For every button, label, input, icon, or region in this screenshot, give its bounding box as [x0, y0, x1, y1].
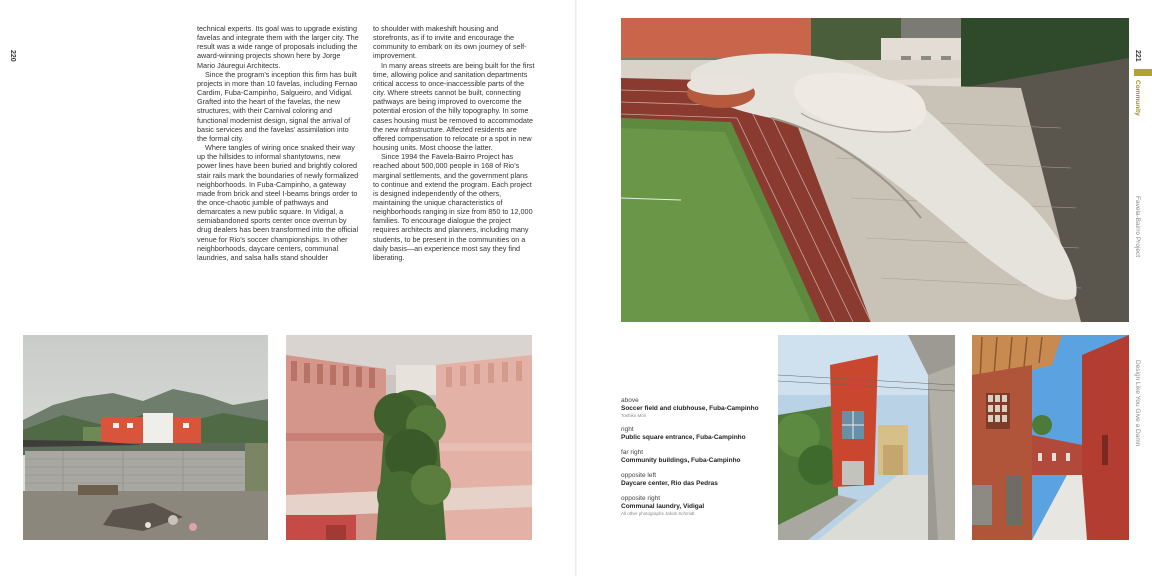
caption-daycare-center	[621, 472, 771, 488]
body-text-column-2	[373, 24, 535, 262]
caption-community-buildings	[621, 449, 771, 465]
caption-title: Community buildings, Fuba-Campinho	[621, 457, 741, 464]
caption-communal-laundry	[621, 495, 771, 517]
section-label: Community	[1134, 80, 1141, 116]
photo-daycare-center	[23, 335, 268, 540]
caption-position: opposite left	[621, 472, 657, 479]
paragraph: to shoulder with makeshift housing and storefronts, as if to invite and encourage the community to embark on its own journey of self-improvement.	[373, 24, 527, 61]
paragraph: Since 1994 the Favela-Bairro Project has reached about 500,000 people in 168 of Rio’s marginal settlements, and the government plans to continue and extend the program. Each project is designed independently of the others, maintaining the unique characteristics of neighborhoods ranging in size from 850 to 12,000 families. To encourage dialogue the project requires architects and planners, including many students, to be present in the communities on a daily basis—an experience most say they find liberating.	[373, 152, 533, 262]
photo-soccer-field-clubhouse	[621, 18, 1129, 322]
page-number-right: 221	[1134, 50, 1141, 62]
caption-title: Public square entrance, Fuba-Campinho	[621, 434, 746, 441]
photo-credit: Toshiko Mori	[621, 413, 647, 418]
photo-communal-laundry	[286, 335, 532, 540]
body-text-column-1	[197, 24, 359, 262]
paragraph: Where tangles of wiring once snaked their way up the hillsides to informal shantytowns, new power lines have been buried and brightly colored stair rails mark the boundaries of newly formalized neighborhoods. In Fuba-Campinho, a gateway made from brick and steel I-beams brings order to the once-chaotic jumble of pathways and demarcates a new public square. In Vidigal, a semiabandoned sports center once overrun by drug dealers has been transformed into the official venue for Rio’s soccer championships. In other neighborhoods, daycare centers, communal laundries, and salsa halls stand shoulder	[197, 143, 359, 262]
caption-title: Soccer field and clubhouse, Fuba-Campinho	[621, 405, 759, 412]
caption-public-square	[621, 426, 771, 442]
photo-public-square-entrance	[778, 335, 955, 540]
section-tab	[1134, 69, 1152, 76]
photo-community-buildings	[972, 335, 1129, 540]
paragraph: Since the program’s inception this firm has built projects in more than 10 favelas, including Fernao Cardim, Fuba-Campinho, Salgueiro, and Vidigal. Grafted into the heart of the favelas, the new structures, with their Carnival coloring and functional modernist design, signal the arrival of basic services and the favelas’ assimilation into the formal city.	[197, 69, 358, 143]
caption-position: right	[621, 426, 634, 433]
photo-captions	[621, 397, 771, 524]
caption-title: Communal laundry, Vidigal	[621, 503, 705, 510]
photo-credit: All other photographs Jakob Schmidt	[621, 511, 695, 516]
project-label: Favela-Bairro Project	[1134, 196, 1141, 258]
paragraph: In many areas streets are being built for the first time, allowing police and sanitation departments critical access to once-inaccessible parts of the city. Where streets cannot be built, connecting pathways are being improved to overcome the potential erosion of the hilly topography. In some cases housing must be removed to accommodate the new infrastructure. Affected residents are offered compensation to relocate or a spot in new housing units. Most choose the latter.	[373, 60, 535, 153]
book-title-label: Design Like You Give a Damn	[1134, 360, 1141, 447]
caption-title: Daycare center, Rio das Pedras	[621, 480, 718, 487]
page-number-left: 220	[9, 50, 16, 62]
gutter	[575, 0, 577, 576]
paragraph: technical experts. Its goal was to upgrade existing favelas and integrate them with the larger city. The result was a wide range of proposals including the award-winning projects shown here by Jorge Mario Jáuregui Architects.	[197, 24, 359, 70]
caption-soccer-field	[621, 397, 771, 419]
caption-position: opposite right	[621, 495, 661, 502]
caption-position: far right	[621, 449, 644, 456]
caption-position: above	[621, 397, 639, 404]
